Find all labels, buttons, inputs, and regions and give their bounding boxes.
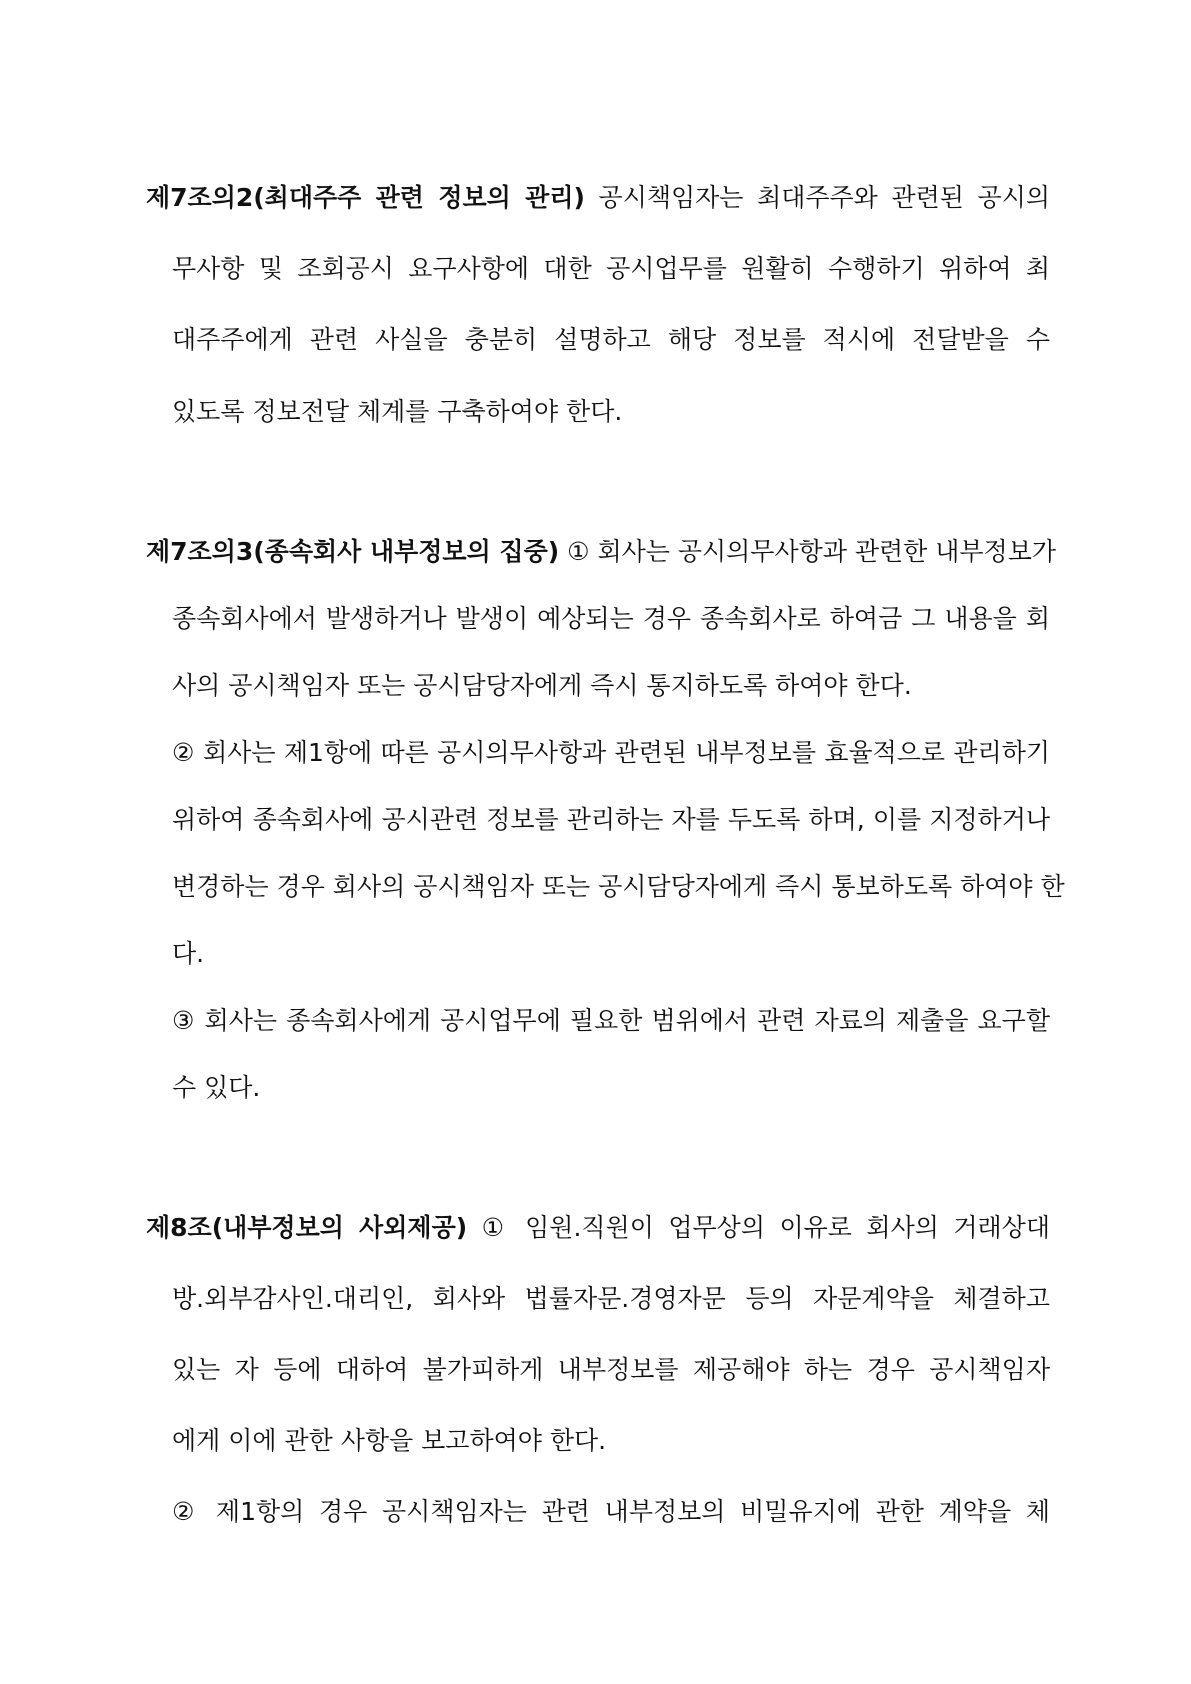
article-7-3-line-3: 사의 공시책임자 또는 공시담당자에게 즉시 통지하도록 하여야 한다. xyxy=(172,671,912,700)
article-8-line-1 xyxy=(146,1211,1050,1245)
article-7-2-line-4: 있도록 정보전달 체계를 구축하여야 한다. xyxy=(172,397,623,426)
article-7-3-heading: 제7조의3(종속회사 내부정보의 집중) xyxy=(146,537,560,566)
article-7-3-line-9: 수 있다. xyxy=(172,1073,261,1102)
article-8-line-4: 에게 이에 관한 사항을 보고하여야 한다. xyxy=(172,1426,607,1455)
article-8-line-2: 방.외부감사인.대리인, 회사와 법률자문.경영자문 등의 자문계약을 체결하고 xyxy=(172,1284,1050,1313)
article-7-2-text: 공시책임자는 최대주주와 관련된 공시의 xyxy=(584,183,1051,212)
article-8-heading: 제8조(내부정보의 사외제공) xyxy=(146,1213,468,1242)
article-7-2-line-3: 대주주에게 관련 사실을 충분히 설명하고 해당 정보를 적시에 전달받을 수 xyxy=(172,325,1050,354)
article-7-3-line-7: 다. xyxy=(172,939,205,968)
article-7-3-line-8: ③ 회사는 종속회사에게 공시업무에 필요한 범위에서 관련 자료의 제출을 요구할 xyxy=(172,1006,1050,1035)
article-7-3-text: ① 회사는 공시의무사항과 관련한 내부정보가 xyxy=(559,537,1057,566)
article-7-2-heading: 제7조의2(최대주주 관련 정보의 관리) xyxy=(146,183,585,212)
article-7-2-line-2: 무사항 및 조회공시 요구사항에 대한 공시업무를 원활히 수행하기 위하여 최 xyxy=(172,254,1050,283)
article-8-line-5: ② 제1항의 경우 공시책임자는 관련 내부정보의 비밀유지에 관한 계약을 체 xyxy=(172,1497,1050,1526)
article-8-text: ① 임원.직원이 업무상의 이유로 회사의 거래상대 xyxy=(467,1213,1050,1242)
article-7-3-line-5: 위하여 종속회사에 공시관련 정보를 관리하는 자를 두도록 하며, 이를 지정하거나 xyxy=(172,805,1050,834)
article-8-line-3: 있는 자 등에 대하여 불가피하게 내부정보를 제공해야 하는 경우 공시책임자 xyxy=(172,1355,1050,1384)
article-7-2-line-1 xyxy=(146,181,1050,215)
article-7-3-line-2: 종속회사에서 발생하거나 발생이 예상되는 경우 종속회사로 하여금 그 내용을 회 xyxy=(172,604,1050,633)
article-7-3-line-4: ② 회사는 제1항에 따른 공시의무사항과 관련된 내부정보를 효율적으로 관리하기 xyxy=(172,738,1050,767)
article-7-3-line-6: 변경하는 경우 회사의 공시책임자 또는 공시담당자에게 즉시 통보하도록 하여야 한 xyxy=(172,872,1065,901)
article-7-3-line-1 xyxy=(146,535,1057,569)
